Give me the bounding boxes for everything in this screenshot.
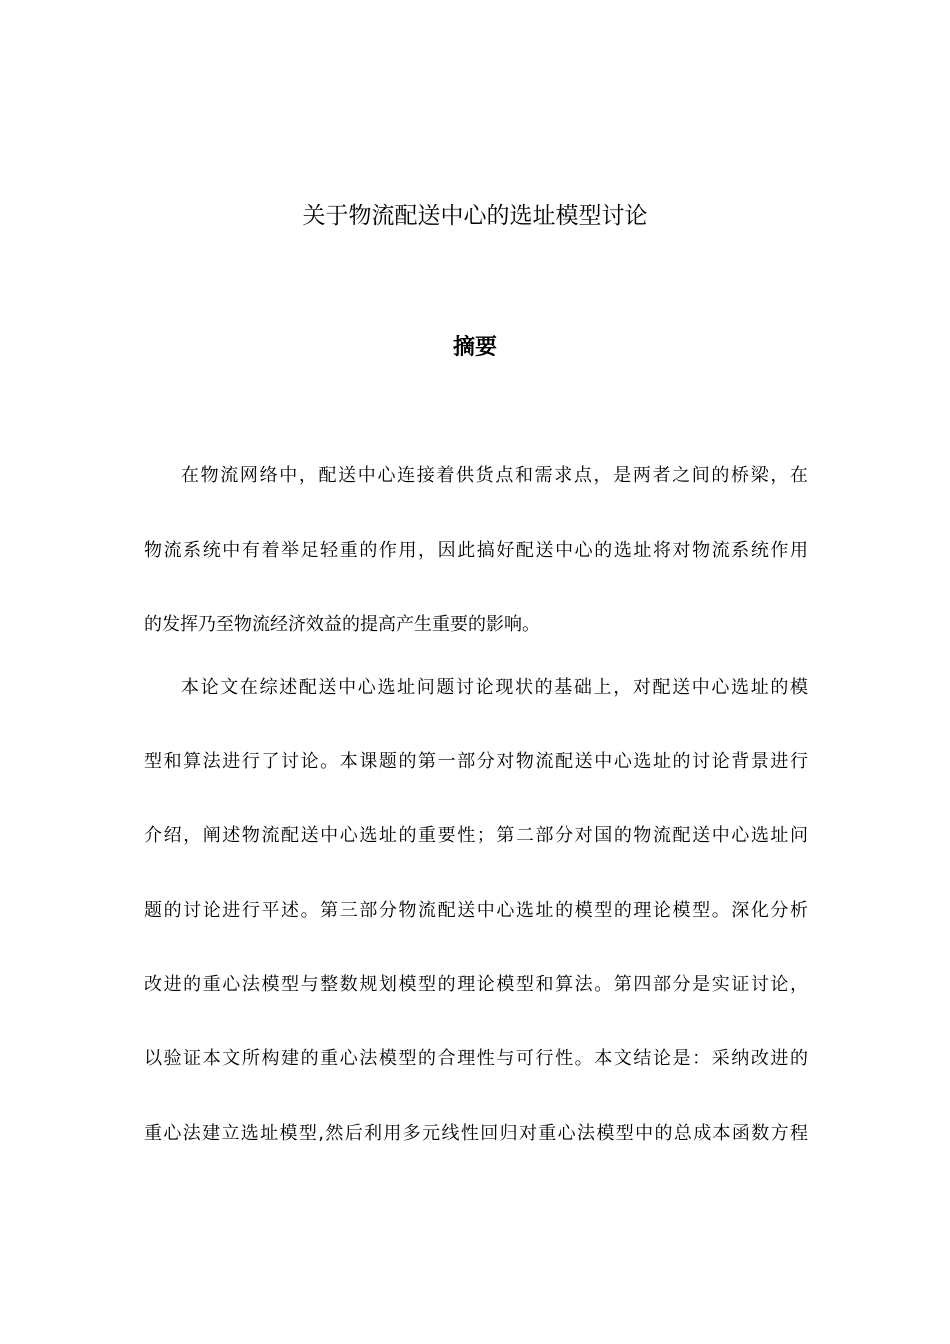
paragraph-line: 本论文在综述配送中心选址问题讨论现状的基础上，对配送中心选址的模 [181,677,808,698]
paragraph-line: 的发挥乃至物流经济效益的提高产生重要的影响。 [144,614,540,635]
paragraph-line: 在物流网络中，配送中心连接着供货点和需求点，是两者之间的桥梁，在 [181,465,808,486]
paragraph-line: 介绍，阐述物流配送中心选址的重要性；第二部分对国的物流配送中心选址问 [144,825,808,846]
abstract-heading: 摘要 [452,335,497,360]
paragraph-line: 物流系统中有着举足轻重的作用，因此搞好配送中心的选址将对物流系统作用 [144,540,808,561]
paragraph-line: 重心法建立选址模型,然后利用多元线性回归对重心法模型中的总成本函数方程 [144,1123,808,1144]
paragraph-line: 以验证本文所构建的重心法模型的合理性与可行性。本文结论是：采纳改进的 [144,1048,808,1069]
document-title: 关于物流配送中心的选址模型讨论 [302,203,648,229]
paragraph-line: 改进的重心法模型与整数规划模型的理论模型和算法。第四部分是实证讨论， [144,974,808,995]
paragraph-line: 题的讨论进行平述。第三部分物流配送中心选址的模型的理论模型。深化分析 [144,900,808,921]
paragraph-line: 型和算法进行了讨论。本课题的第一部分对物流配送中心选址的讨论背景进行 [144,751,808,772]
